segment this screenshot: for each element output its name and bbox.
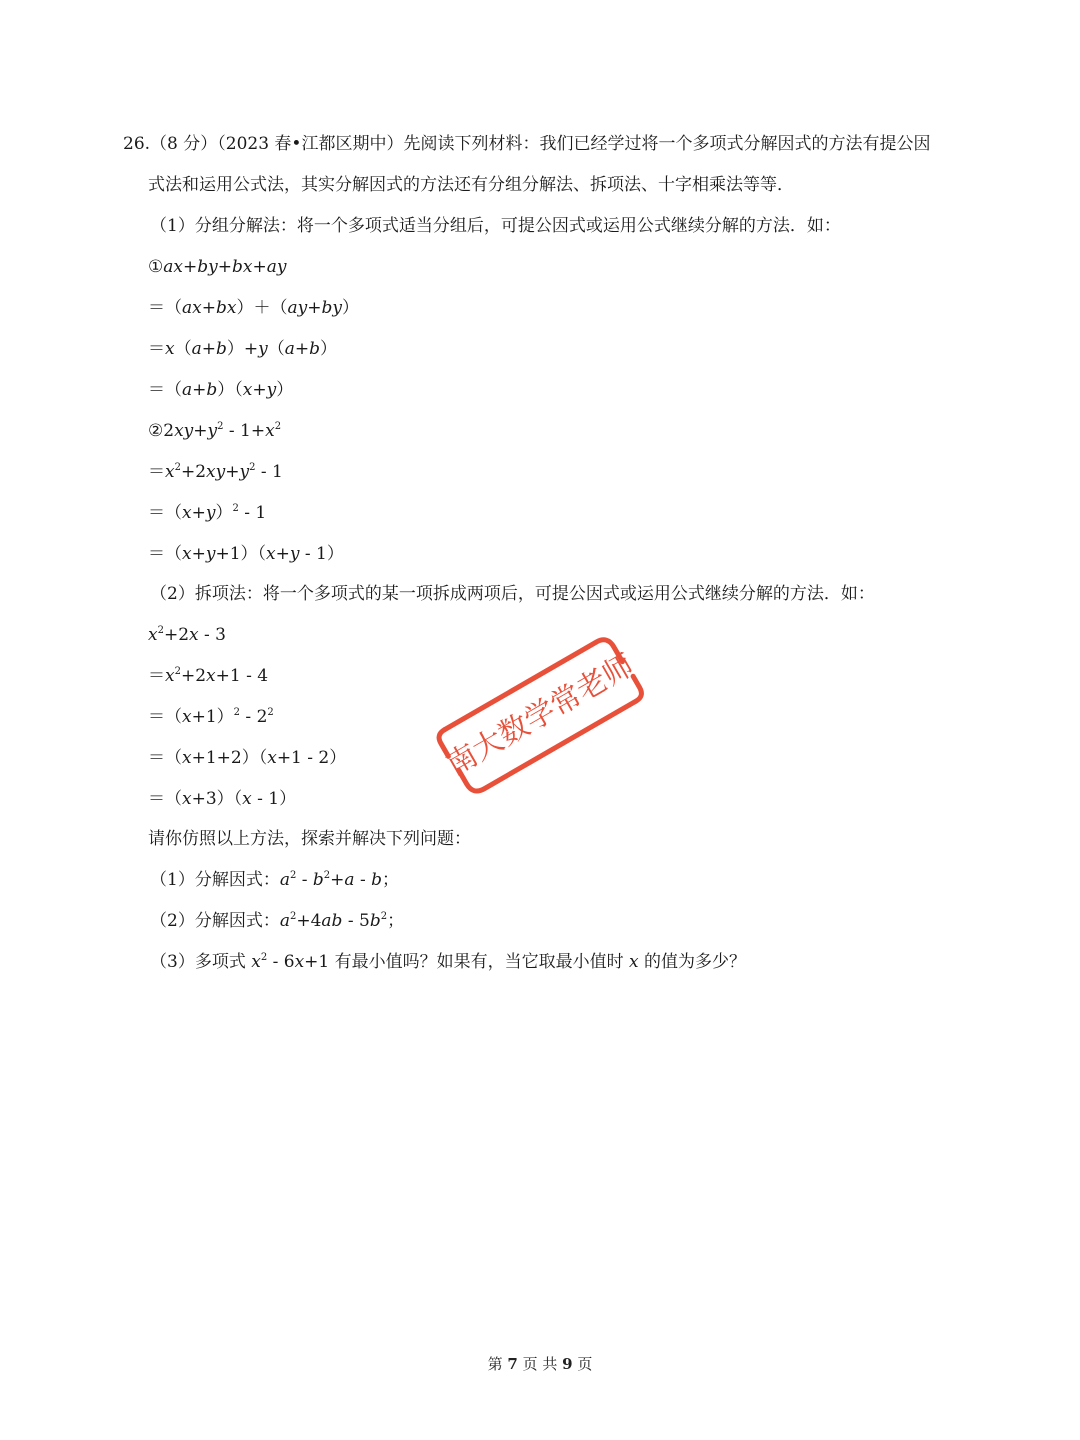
- footer-middle: 页 共: [522, 1355, 558, 1373]
- question-intro-line1: 先阅读下列材料：我们已经学过将一个多项式分解因式的方法有提公因: [403, 134, 931, 154]
- footer-page-number: 7: [507, 1355, 518, 1373]
- subquestion-3: [150, 951, 746, 973]
- example3-line5: ＝（x+3）（x - 1）: [148, 789, 297, 809]
- method1-title: （1）分组分解法：将一个多项式适当分组后，可提公因式或运用公式继续分解的方法．如：: [150, 216, 841, 236]
- subquestion-2: [150, 910, 404, 932]
- example2-line4: ＝（x+y+1）（x+y - 1）: [148, 544, 344, 564]
- footer-prefix: 第: [487, 1355, 503, 1373]
- method2-title: （2）拆项法：将一个多项式的某一项拆成两项后，可提公因式或运用公式继续分解的方法．如：: [150, 584, 875, 604]
- watermark-stamp: [410, 610, 670, 820]
- example3-line4: ＝（x+1+2）（x+1 - 2）: [148, 748, 347, 768]
- subquestion-2-expr: $a^2+4ab - 5b^2$；: [279, 911, 405, 931]
- example1-line3: ＝x（a+b）+y（a+b）: [148, 339, 338, 359]
- subquestion-1-label: （1）分解因式：: [150, 870, 280, 890]
- subquestion-3-expr: $x^2 - 6x+1$: [251, 952, 330, 972]
- task-prompt: 请你仿照以上方法，探索并解决下列问题：: [148, 829, 471, 849]
- footer-total-pages: 9: [562, 1355, 573, 1373]
- example2-line2: $=x^2+2xy+y^2 - 1$: [148, 462, 283, 482]
- subquestion-1-expr: $a^2 - b^2+a - b$；: [279, 870, 400, 890]
- question-number: 26.: [123, 134, 151, 154]
- footer-suffix: 页: [577, 1355, 593, 1373]
- subquestion-3-suffix: 的值为多少？: [638, 952, 747, 972]
- subquestion-3-mid: 有最小值吗？如果有，当它取最小值时: [329, 952, 630, 972]
- example2-line3: $=(x+y)^2 - 1$: [148, 503, 267, 523]
- example3-line3: $=(x+1)^2 - 2^2$: [148, 707, 274, 727]
- example3-line1: $x^2+2x - 3$: [148, 625, 226, 645]
- example2-line1: $②2xy+y^2 - 1+x^2$: [148, 421, 282, 441]
- example3-line2: $=x^2+2x+1 - 4$: [148, 666, 269, 686]
- question-meta: （8 分）（2023 春•江都区期中）: [150, 134, 404, 154]
- watermark-text: 南大数学常老师: [440, 647, 640, 784]
- example1-line1: ①ax+by+bx+ay: [148, 257, 287, 277]
- subquestion-3-var: x: [629, 952, 639, 972]
- example1-line2: ＝（ax+bx）＋（ay+by）: [148, 298, 359, 318]
- subquestion-2-label: （2）分解因式：: [150, 911, 280, 931]
- question-header: [123, 133, 930, 155]
- question-intro-line2: 式法和运用公式法，其实分解因式的方法还有分组分解法、拆项法、十字相乘法等等．: [148, 175, 794, 195]
- example1-line4: ＝（a+b）（x+y）: [148, 380, 294, 400]
- subquestion-1: [150, 869, 399, 891]
- subquestion-3-prefix: （3）多项式: [150, 952, 252, 972]
- page-footer: [0, 1353, 1080, 1374]
